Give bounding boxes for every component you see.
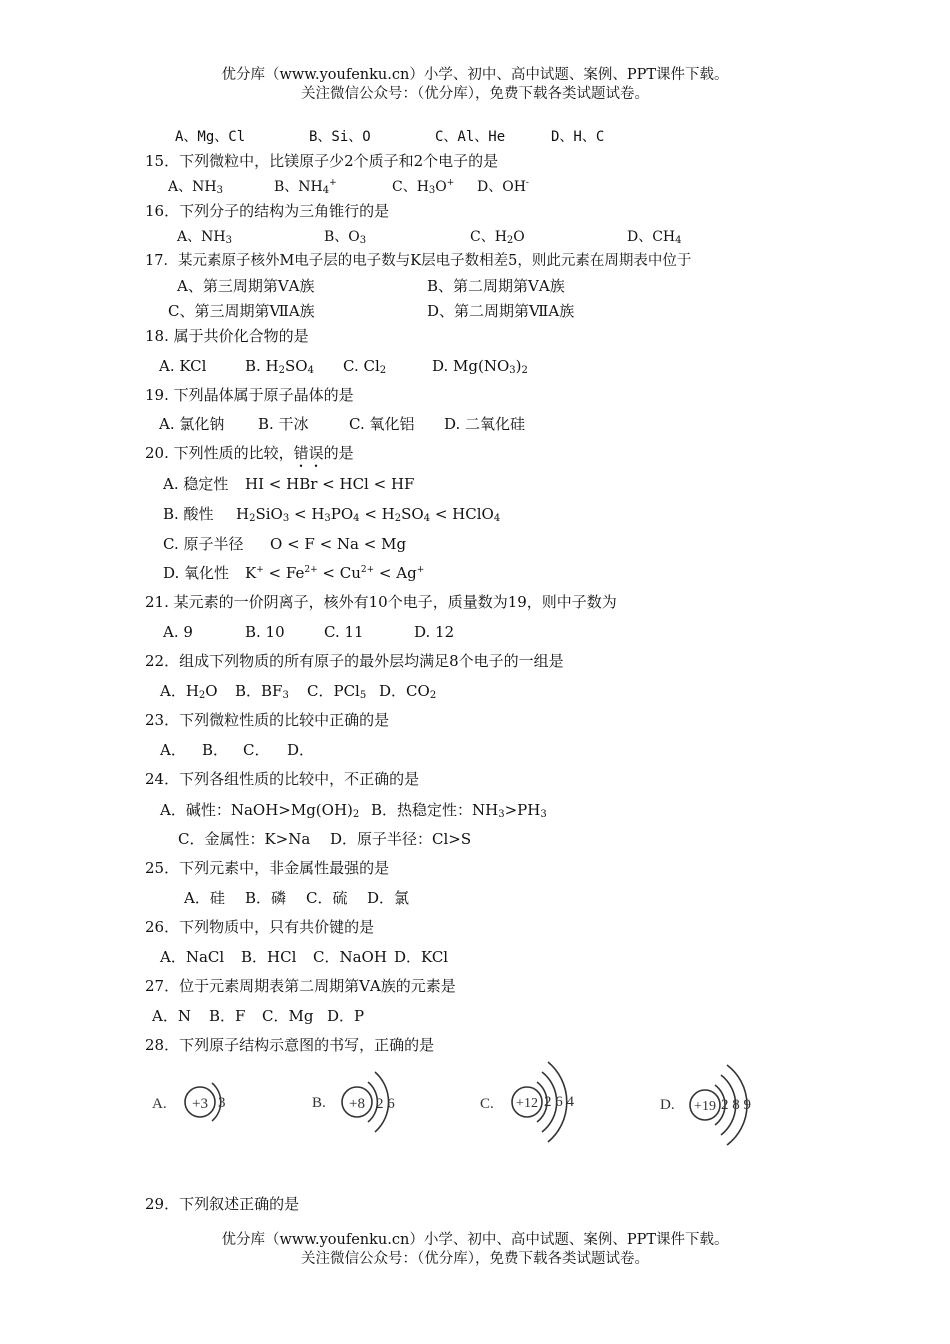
q27-option-c: C．Mg [262,1007,314,1025]
q27-stem: 27．位于元素周期表第二周期第ⅤA族的元素是 [145,977,456,995]
q26-option-d: D．KCl [394,948,449,966]
q17-option-d: D、第二周期第ⅦA族 [427,302,575,320]
q15-stem: 15．下列微粒中，比镁原子少2个质子和2个电子的是 [145,152,499,170]
q27-options [152,1006,364,1026]
q23-option-c: C． [243,741,270,759]
q19-options [159,414,525,434]
q15-options [168,177,529,197]
q23-options [160,740,314,760]
q24-option-b: B．热稳定性：$NH_3>PH_3$ [371,801,547,820]
q23-option-a: A． [160,741,186,759]
q20-stem: 20. 下列性质的比较，错误的是 [145,444,354,462]
footer-line-1: 优分库（www.youfenku.cn）小学、初中、高中试题、案例、PPT课件下载。 [221,1232,729,1248]
q15-option-b: B、$NH_4^+$ [274,178,337,196]
q26-option-b: B．HCl [241,948,297,966]
q14-option-d: D、H、C [551,129,605,145]
q14-option-c: C、Al、He [435,129,506,145]
atom-d-label: D. [660,1097,675,1113]
atom-c-electrons: 2 6 4 [544,1094,574,1110]
q19-option-a: A. 氯化钠 [159,415,225,433]
q22-option-a: A．$H_2O$ [160,682,218,701]
q18-option-b: B. $H_2SO_4$ [245,357,314,376]
q18-option-a: A. KCl [159,357,207,375]
q21-options [163,622,454,642]
q20-option-d: D. 氧化性 $K^+ < Fe^{2+} < Cu^{2+} < Ag^+$ [163,564,425,582]
q17-options-row2 [168,301,574,321]
q26-option-c: C．NaOH [313,948,387,966]
q16-option-d: D、$CH_4$ [627,229,682,246]
atom-a-label: A. [152,1096,167,1112]
q21-option-d: D. 12 [414,623,455,641]
q25-option-a: A．硅 [184,889,225,907]
q22-option-d: D．$CO_2$ [379,682,437,701]
q17-options-row1 [177,276,565,296]
q24-option-d: D．原子半径：Cl>S [330,830,472,848]
q27-option-b: B．F [209,1007,246,1025]
q24-option-a: A．碱性：$NaOH>Mg(OH)_2$ [160,801,360,820]
atom-b-nucleus-charge: +8 [349,1096,365,1112]
q23-stem: 23．下列微粒性质的比较中正确的是 [145,711,390,729]
q17-option-c: C、第三周期第ⅦA族 [168,302,315,320]
page-footer [0,1231,950,1269]
q18-option-d: D. $Mg(NO_3)_2$ [432,357,528,376]
atom-a-nucleus-charge: +3 [192,1096,208,1112]
q17-option-a: A、第三周期第ⅤA族 [177,277,315,295]
q25-option-c: C．硫 [306,889,348,907]
q16-option-b: B、$O_3$ [324,229,367,246]
q18-stem: 18. 属于共价化合物的是 [145,327,309,345]
q15-option-d: D、OH- [477,178,529,195]
header-line-1: 优分库（www.youfenku.cn）小学、初中、高中试题、案例、PPT课件下载。 [221,67,729,83]
q14-option-a: A、Mg、Cl [175,129,246,145]
q29-stem: 29．下列叙述正确的是 [145,1195,300,1213]
atom-a-electrons: 3 [218,1095,226,1111]
q26-stem: 26．下列物质中，只有共价键的是 [145,918,375,936]
q19-option-b: B. 干冰 [258,415,309,433]
q18-option-c: C. $Cl_2$ [343,357,387,376]
q16-option-a: A、$NH_3$ [177,229,232,246]
q23-option-b: B． [202,741,229,759]
q26-option-a: A．NaCl [160,948,225,966]
q14-options [175,127,604,147]
q21-option-b: B. 10 [245,623,285,641]
q17-stem: 17．某元素原子核外M电子层的电子数与K层电子数相差5，则此元素在周期表中位于 [145,253,692,269]
q27-option-d: D．P [327,1007,365,1025]
q19-option-d: D. 二氧化硅 [444,415,526,433]
q25-option-b: B．磷 [245,889,287,907]
atom-d-nucleus-charge: +19 [694,1099,716,1114]
q27-option-a: A．N [152,1007,191,1025]
q20-option-c: C. 原子半径 O < F < Na < Mg [163,535,407,553]
q14-option-b: B、Si、O [309,129,371,145]
footer-line-2: 关注微信公众号：（优分库），免费下载各类试题试卷。 [301,1251,649,1267]
atom-b-electrons: 2 6 [376,1096,395,1112]
atom-d-electrons: 2 8 9 [721,1097,751,1113]
q15-option-c: C、$H_3O^+$ [392,178,455,196]
q21-stem: 21. 某元素的一价阴离子，核外有10个电子，质量数为19，则中子数为 [145,593,617,611]
q19-stem: 19. 下列晶体属于原子晶体的是 [145,386,354,404]
atom-c-label: C. [480,1096,494,1112]
q16-options [177,227,682,247]
q20-option-b: B. 酸性 $H_2SiO_3 < H_3PO_4 < H_2SO_4$ < HClO$_4$ [163,505,501,524]
q23-option-d: D． [287,741,315,759]
q17-option-b: B、第二周期第ⅤA族 [427,277,565,295]
q22-option-c: C．PCl$_5$ [307,682,367,701]
q16-option-c: C、$H_2O$ [470,229,525,246]
q26-options [160,947,448,967]
q16-stem: 16．下列分子的结构为三角锥行的是 [145,202,390,220]
atom-b-label: B. [312,1095,326,1111]
q25-option-d: D．氯 [367,889,410,907]
q24-stem: 24．下列各组性质的比较中，不正确的是 [145,770,420,788]
header-line-2: 关注微信公众号：（优分库），免费下载各类试题试卷。 [301,86,649,102]
q19-option-c: C. 氧化铝 [349,415,415,433]
q22-stem: 22．组成下列物质的所有原子的最外层均满足8个电子的一组是 [145,652,564,670]
atomic-structure-diagrams [0,1055,950,1155]
q21-option-c: C. 11 [324,623,364,641]
q22-option-b: B．$BF_3$ [235,682,289,701]
q18-options [159,356,528,376]
q22-options [160,681,436,701]
q25-options [184,888,409,908]
q21-option-a: A. 9 [163,623,193,641]
q20-option-a: A. 稳定性 HI < HBr < HCl < HF [163,475,415,493]
q15-option-a: A、$NH_3$ [168,179,223,196]
q24-options-row1 [160,800,547,820]
atom-c-nucleus-charge: +12 [516,1096,538,1111]
q24-options-row2 [178,829,471,849]
q24-option-c: C．金属性：K>Na [178,830,311,848]
q25-stem: 25．下列元素中，非金属性最强的是 [145,859,390,877]
page-header [0,66,950,104]
q28-stem: 28．下列原子结构示意图的书写，正确的是 [145,1036,435,1054]
